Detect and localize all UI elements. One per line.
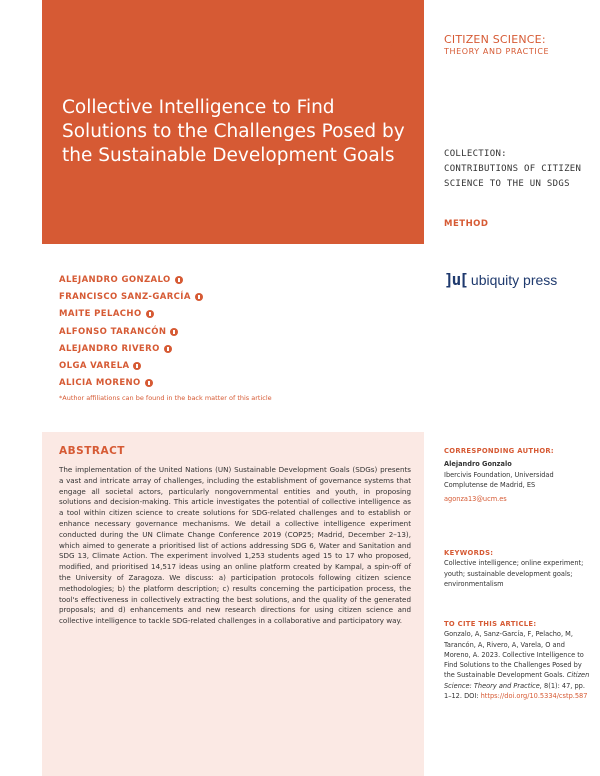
journal-logo bbox=[444, 33, 574, 57]
orcid-icon[interactable] bbox=[145, 379, 153, 387]
citation-heading: TO CITE THIS ARTICLE: bbox=[444, 620, 537, 628]
journal-name-line1: CITIZEN SCIENCE: bbox=[444, 33, 546, 46]
author-name: ALFONSO TARANCÓN bbox=[59, 326, 167, 337]
publisher-name: ubiquity press bbox=[470, 271, 558, 288]
corresponding-name: Alejandro Gonzalo bbox=[444, 460, 512, 469]
orcid-icon[interactable] bbox=[175, 276, 183, 284]
journal-name-line2: THEORY AND PRACTICE bbox=[444, 47, 550, 56]
affiliation-note: *Author affiliations can be found in the back matter of this article bbox=[59, 394, 272, 402]
orcid-icon[interactable] bbox=[195, 293, 203, 301]
citation-body: Gonzalo, A, Sanz-García, F, Pelacho, M, Tarancón, A, Rivero, A, Varela, O and Moreno, A. 2023. Collective Intelligence to Find Solutions to the Challenges Posed by the Sustainable Development Goals. bbox=[444, 630, 584, 680]
citation-journal: Citizen Science: Theory and Practice, bbox=[444, 671, 590, 690]
keywords-text: Collective intelligence; online experiment; youth; sustainable development goals; environmentalism bbox=[444, 559, 584, 588]
article-title: Collective Intelligence to Find Solutions to the Challenges Posed by the Sustainable Development Goals bbox=[62, 97, 405, 166]
author-item bbox=[59, 323, 203, 340]
author-item bbox=[59, 271, 203, 288]
citation-volume: 8(1): 47, pp. 1–12. DOI: bbox=[444, 681, 585, 701]
orcid-icon[interactable] bbox=[164, 345, 172, 353]
author-name: OLGA VARELA bbox=[59, 361, 130, 372]
author-item bbox=[59, 306, 203, 323]
abstract-text: The implementation of the United Nations (UN) Sustainable Development Goals (SDGs) presents a vast and intricate array of challenges, including the establishment of governance systems that engage all societal actors, particularly nongovernmental entities and youth, in proposing solutions and decision-making. This article investigates the potential of collective intelligence as a tool within citizen science to create solutions for SDG-related challenges and to establish or enhance necessary governance mechanisms. We detail a collective intelligence experiment conducted during the UN Climate Change Conference 2019 (COP25; Madrid, December 2–13), which aimed to generate a prioritised list of actions addressing SDG 6, Water and Sanitation and SDG 13, Climate Action. The experiment involved 1,253 students aged 15 to 17 who proposed, modified, and prioritised 14,517 ideas using an online platform created by Kampal, a spin-off of the University of Zaragoza. We discuss: a) participation protocols following citizen science methodologies; b) the platform description; c) results concerning the participation process, the tool's effectiveness in collectively extracting the best solutions, and the quality of the generated proposals; and d) enhancements and new research directions for using citizen science and collective intelligence to tackle SDG-related challenges in a collaborative and participatory way. bbox=[59, 465, 411, 626]
orcid-icon[interactable] bbox=[133, 362, 141, 370]
author-name: ALEJANDRO GONZALO bbox=[59, 274, 171, 285]
author-list bbox=[59, 271, 203, 392]
publisher-mark: ]u[ bbox=[444, 270, 467, 289]
orcid-icon[interactable] bbox=[170, 328, 178, 336]
author-item bbox=[59, 288, 203, 305]
publisher-logo bbox=[444, 270, 557, 289]
collection-label: COLLECTION: CONTRIBUTIONS OF CITIZEN SCIENCE TO THE UN SDGS bbox=[444, 149, 582, 189]
citation-section bbox=[444, 619, 592, 701]
citation-doi-link[interactable]: https://doi.org/10.5334/cstp.587 bbox=[480, 692, 588, 701]
corresponding-heading: CORRESPONDING AUTHOR: bbox=[444, 447, 554, 455]
corresponding-email[interactable]: agonza13@ucm.es bbox=[444, 495, 507, 504]
citation-text bbox=[444, 629, 592, 701]
keywords-section bbox=[444, 548, 592, 589]
author-name: MAITE PELACHO bbox=[59, 309, 142, 320]
open-access-icon bbox=[386, 26, 408, 66]
author-name: ALICIA MORENO bbox=[59, 378, 141, 389]
abstract-heading: ABSTRACT bbox=[59, 445, 125, 457]
author-item bbox=[59, 340, 203, 357]
corresponding-author bbox=[444, 446, 592, 504]
corresponding-address: Ibercivis Foundation, Universidad Complutense de Madrid, ES bbox=[444, 470, 554, 489]
title-block bbox=[42, 0, 424, 244]
author-item bbox=[59, 375, 203, 392]
article-type: METHOD bbox=[444, 219, 489, 229]
orcid-icon[interactable] bbox=[146, 310, 154, 318]
keywords-heading: KEYWORDS: bbox=[444, 549, 494, 557]
abstract-section bbox=[42, 432, 424, 776]
author-name: FRANCISCO SANZ-GARCÍA bbox=[59, 291, 191, 302]
author-item bbox=[59, 357, 203, 374]
author-name: ALEJANDRO RIVERO bbox=[59, 343, 160, 354]
